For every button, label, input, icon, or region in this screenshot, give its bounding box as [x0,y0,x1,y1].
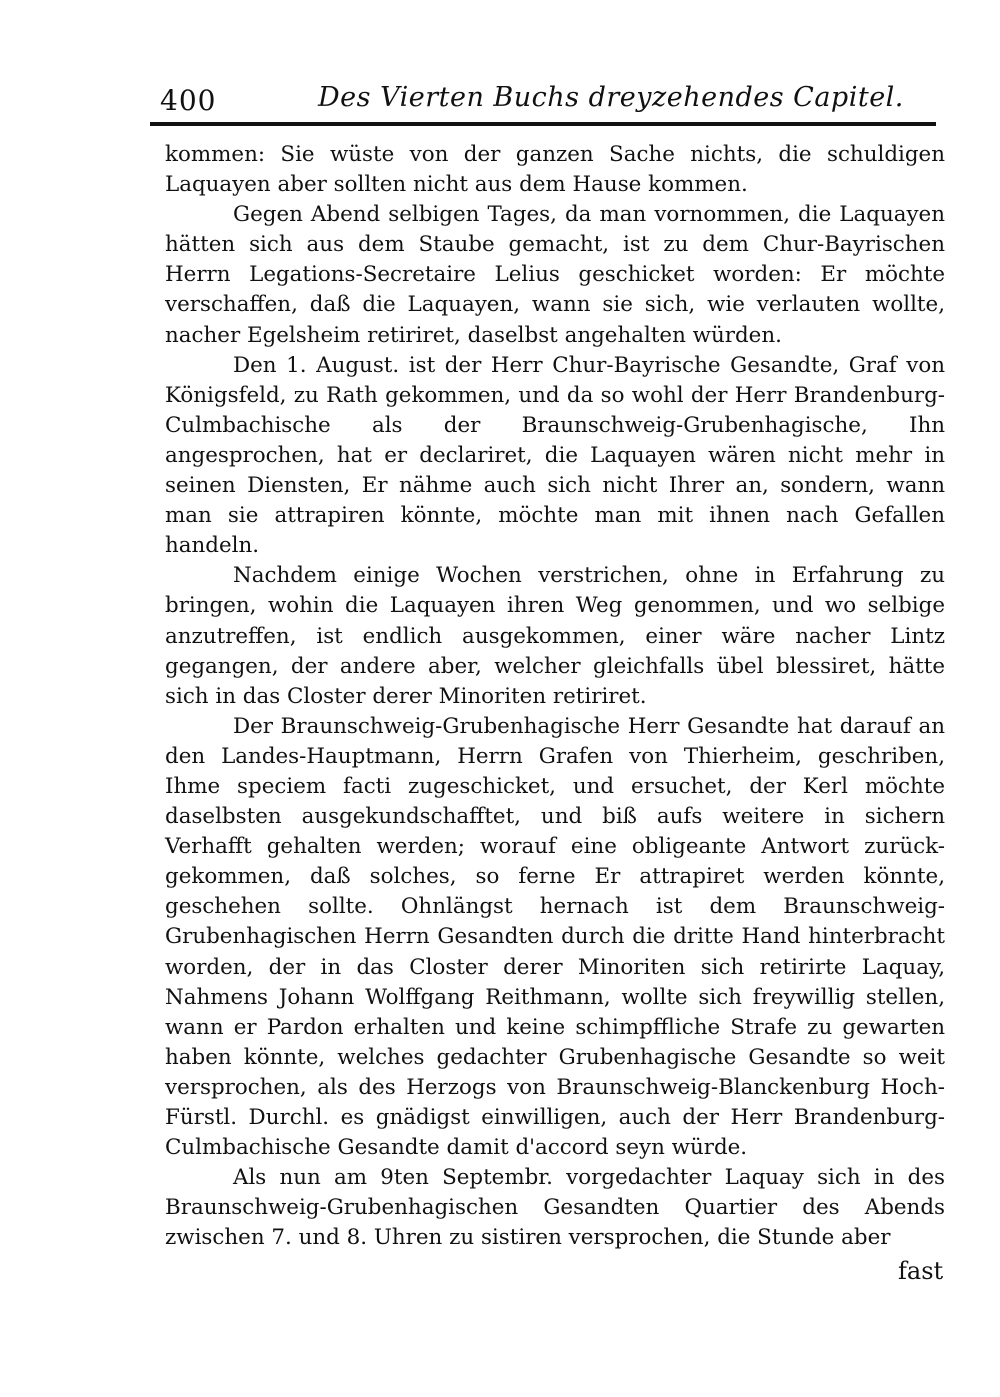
paragraph: Nachdem einige Wochen verstrichen, ohne in Erfahrung zu bringen, wohin die Laquayen ihren Weg genommen, und wo selbige anzutreffen, ist endlich ausgekommen, einer wäre nacher Lintz gegangen, der andere aber, welcher gleichfalls übel blessiret, hätte sich in das Closter derer Minoriten retiriret. [165,563,945,709]
paragraph: Als nun am 9ten Septembr. vorgedachter Laquay sich in des Braunschweig-Grubenhagischen Gesandten Quartier des Abends zwischen 7. und 8. Uhren zu sistiren versprochen, die Stunde aber [165,1165,945,1251]
body-text [165,140,945,1253]
page-number: 400 [160,84,217,117]
header-rule [150,122,936,126]
paragraph: Gegen Abend selbigen Tages, da man vornommen, die Laquayen hätten sich aus dem Staube gemacht, ist zu dem Chur-Bayrischen Herrn Legations-Secretaire Lelius geschicket worden: Er möchte verschaffen, daß die Laquayen, wann sie sich, wie verlauten wollte, nacher Egelsheim retiriret, daselbst angehalten würden. [165,202,945,348]
running-title: Des Vierten Buchs dreyzehendes Capitel. [318,82,904,113]
running-head [150,80,940,120]
paragraph: kommen: Sie wüste von der ganzen Sache nichts, die schuldigen Laquayen aber sollten nicht aus dem Hause kommen. [165,142,945,198]
paragraph: Den 1. August. ist der Herr Chur-Bayrische Gesandte, Graf von Königsfeld, zu Rath gekommen, und da so wohl der Herr Brandenburg-Culmbachische als der Braunschweig-Grubenhagische, Ihn angesprochen, hat er declariret, die Laquayen wären nicht mehr in seinen Diensten, Er nähme auch sich nicht Ihrer an, sondern, wann man sie attrapiren könnte, möchte man mit ihnen nach Gefallen handeln. [165,352,945,559]
catchword: fast [898,1257,944,1285]
paragraph: Der Braunschweig-Grubenhagische Herr Gesandte hat darauf an den Landes-Hauptmann, Herrn Grafen von Thierheim, geschriben, Ihme speciem facti zugeschicket, und ersuchet, der Kerl möchte daselbsten ausgekundschafftet, und biß aufs weitere in sichern Verhafft gehalten werden; worauf eine obligeante Antwort zurück-gekommen, daß solches, so ferne Er attrapiret werden könnte, geschehen sollte. Ohnlängst hernach ist dem Braunschweig-Grubenhagischen Herrn Gesandten durch die dritte Hand hinterbracht worden, der in das Closter derer Minoriten sich retirirte Laquay, Nahmens Johann Wolffgang Reithmann, wollte sich freywillig stellen, wann er Pardon erhalten und keine schimpffliche Strafe zu gewarten haben könnte, welches gedachter Grubenhagische Gesandte so weit versprochen, als des Herzogs von Braunschweig-Blanckenburg Hoch-Fürstl. Durchl. es gnädigst einwilligen, auch der Herr Brandenburg-Culmbachische Gesandte damit d'accord seyn würde. [165,713,945,1161]
